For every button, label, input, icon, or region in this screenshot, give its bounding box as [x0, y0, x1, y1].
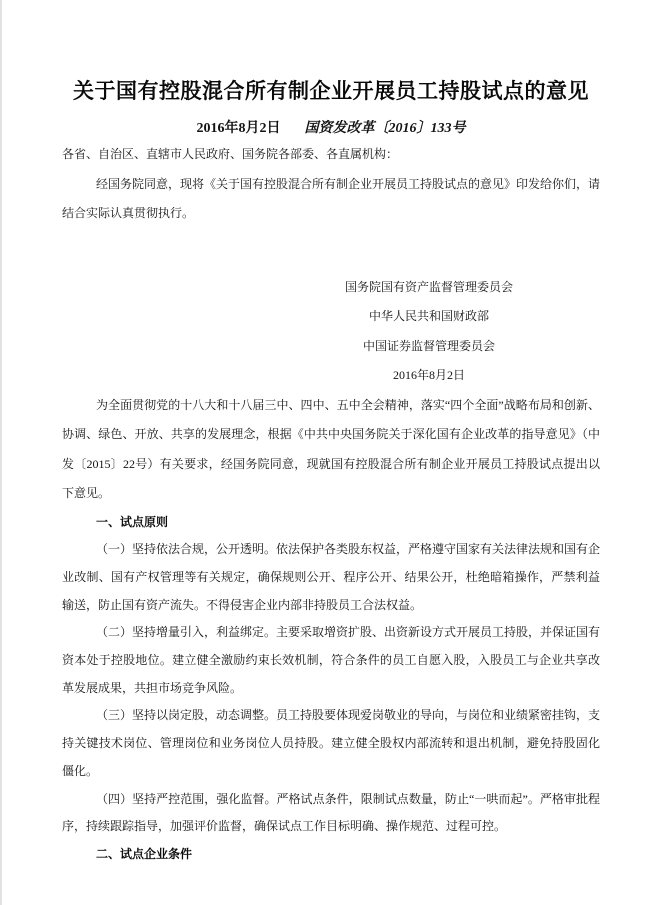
section-heading-1: 一、试点原则	[96, 514, 169, 529]
document-content	[2, 0, 662, 869]
salutation-line: 各省、自治区、直辖市人民政府、国务院各部委、各直属机构：	[62, 147, 399, 161]
issue-date: 2016年8月2日	[196, 121, 281, 136]
document-sections	[62, 509, 600, 869]
principle-paragraph-4: （四）坚持严控范围，强化监督。严格试点条件，限制试点数量，防止“一哄而起”。严格审批程序，持续跟踪指导，加强评价监督，确保试点工作目标明确、操作规范、过程可控。	[62, 791, 600, 834]
principle-paragraph-3: （三）坚持以岗定股，动态调整。员工持股要体现爱岗敬业的导向，与岗位和业绩紧密挂钩，支持关键技术岗位、管理岗位和业务岗位人员持股。建立健全股权内部流转和退出机制，避免持股固化僵化。	[62, 708, 601, 778]
signatory-line: 国务院国有资产监督管理委员会	[344, 279, 513, 294]
signatory-line: 中华人民共和国财政部	[368, 309, 489, 323]
preamble-paragraph: 为全面贯彻党的十八大和十八届三中、四中、五中全会精神，落实“四个全面”战略布局和创新、协调、绿色、开放、共享的发展理念，根据《中共中央国务院关于深化国有企业改革的指导意见》（中发〔2015〕22号）有关要求，经国务院同意，现就国有控股混合所有制企业开展员工持股试点提出以下意见。	[62, 397, 600, 500]
forwarding-paragraph: 经国务院同意，现将《关于国有控股混合所有制企业开展员工持股试点的意见》印发给你们，请结合实际认真贯彻执行。	[62, 176, 601, 220]
document-subtitle	[62, 118, 600, 140]
principle-paragraph-1: （一）坚持依法合规，公开透明。依法保护各类股东权益，严格遵守国家有关法律法规和国有企业改制、国有产权管理等有关规定，确保规则公开、程序公开、结果公开，杜绝暗箱操作，严禁利益输送，防止国有资产流失。不得侵害企业内部非持股员工合法权益。	[62, 542, 601, 612]
document-title: 关于国有控股混合所有制企业开展员工持股试点的意见	[73, 79, 589, 103]
document-number: 国资发改革〔2016〕133号	[304, 121, 466, 136]
signatory-line: 中国证券监督管理委员会	[362, 338, 495, 353]
signature-block	[344, 273, 514, 391]
section-heading-2: 二、试点企业条件	[96, 846, 193, 861]
document-upper-body	[62, 140, 600, 509]
principle-paragraph-2: （二）坚持增量引入，利益绑定。主要采取增资扩股、出资新设方式开展员工持股，并保证国有资本处于控股地位。建立健全激励约束长效机制，符合条件的员工自愿入股，入股员工与企业共享改革发展成果，共担市场竞争风险。	[62, 625, 601, 695]
signature-date: 2016年8月2日	[392, 368, 465, 382]
